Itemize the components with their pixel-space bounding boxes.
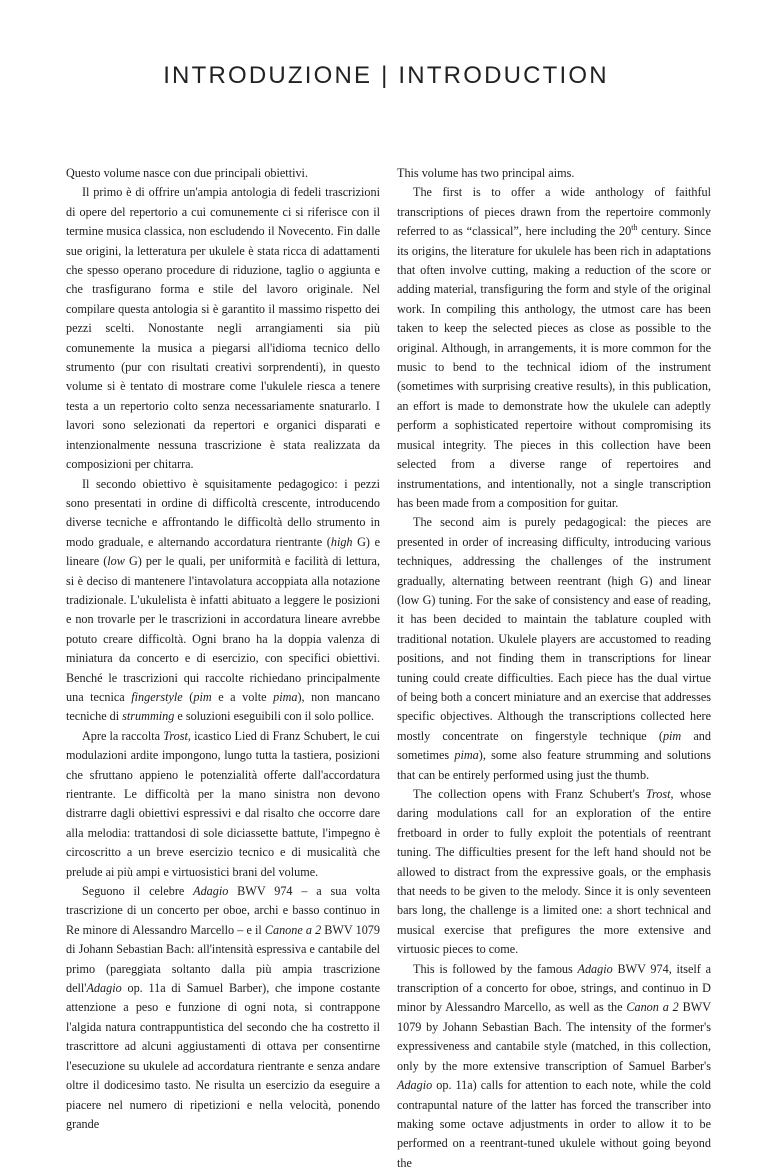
italian-paragraph-2: Il primo è di offrire un'ampia antologia di fedeli trascrizioni di opere del repertorio a cui comunemente ci si riferisce con il termine musica classica, non escludendo il Novecento. Fin dalle sue origini, la letteratura per ukulele è stata ricca di adattamenti che spesso operano procedure di riduzione, taglio o aggiunta e che trasfigurano forma e stile del lavoro originale. Nel compilare questa antologia si è garantito il massimo rispetto dei pezzi scelti. Nonostante negli arrangiamenti sia più comunemente la musica a piegarsi all'idioma tecnico dello strumento (pur con risultati creativi sorprendenti), in questo volume si è tentato di mostrare come l'ukulele riesca a tenere testa a un repertorio colto senza necessariamente snaturarlo. I lavori sono selezionati da repertori e organici disparati e intenzionalmente nessuna trascrizione è stata realizzata da composizioni per chitarra. <box>66 185 380 472</box>
italic-term: Adagio <box>193 884 229 899</box>
italic-term: Adagio <box>397 1078 433 1093</box>
italic-term: strumming <box>122 709 175 724</box>
text-run: Il secondo obiettivo è squisitamente pedagogico: i pezzi sono presentati in ordine di difficoltà crescente, introducendo diverse tecniche e affrontando le difficoltà dello strumento in modo graduale, e alternando accordatura rientrante ( <box>66 476 380 549</box>
italian-paragraph-5 <box>66 882 380 1134</box>
text-run: BWV 974, itself a transcription of a concerto for oboe, strings, and continuo in D minor by Alessandro Marcello, as well as the <box>397 961 711 1015</box>
text-run: G) per le quali, per uniformità e facilità di lettura, si è deciso di mantenere l'intavolatura accoppiata alla notazione tradizionale. L'ukulelista è infatti abituato a leggere le posizioni e non trovarle per le trascrizioni in accordatura lineare avrebbe potuto creare difficoltà. Ogni brano ha la doppia valenza di miniatura da concerto e di esercizio, con specifici obiettivi. Benché le trascrizioni qui raccolte richiedano principalmente una tecnica <box>66 554 380 704</box>
english-paragraph-5 <box>397 960 711 1173</box>
italian-column <box>66 164 380 1134</box>
english-paragraph-3 <box>397 513 711 785</box>
italic-term: Adagio <box>577 961 613 976</box>
english-paragraph-1: This volume has two principal aims. <box>397 166 575 180</box>
italic-term: pim <box>193 689 212 704</box>
text-run: ), non mancano tecniche di <box>66 689 380 724</box>
text-run: op. 11a) calls for attention to each note, while the cold contrapuntal nature of the latter has forced the transcriber into making some octave adjustments in order to allow it to be performed on a reentrant-tuned ukulele without going beyond the <box>397 1078 711 1170</box>
text-run: and sometimes <box>397 728 711 763</box>
text-run: ), some also feature strumming and solutions that can be entirely performed using just the thumb. <box>397 748 711 782</box>
text-run: BWV 974 – a sua volta trascrizione di un concerto per oboe, archi e basso continuo in Re minore di Alessandro Marcello – e il <box>66 884 380 937</box>
text-run: ( <box>182 689 194 704</box>
italian-paragraph-3 <box>66 475 380 727</box>
text-run: The collection opens with Franz Schubert's <box>413 787 646 801</box>
italic-term: fingerstyle <box>131 689 183 704</box>
text-run: , icastico Lied di Franz Schubert, le cui modulazioni ardite impongono, lungo tutta la tastiera, posizioni che sfruttano appieno le potenzialità offerte dall'accordatura rientrante. Le difficoltà per la mano sinistra non devono distrarre dagli obiettivi espressivi e dal risalto che occorre dare alla melodia: trattandosi di sole diciassette battute, l'impegno è circoscritto a un breve esercizio tecnico e di musicalità che prelude ai più ampi e virtuosistici brani del volume. <box>66 728 380 879</box>
italic-term: Trost <box>163 728 188 743</box>
english-paragraph-4 <box>397 785 711 960</box>
italic-term: Trost <box>645 787 671 801</box>
italic-term: low <box>107 554 125 569</box>
italic-term: Canon a 2 <box>626 1000 679 1015</box>
text-run: Apre la raccolta <box>82 728 164 743</box>
italic-term: high <box>330 534 353 549</box>
italic-term: pima <box>454 748 479 763</box>
text-run: e a volte <box>211 689 274 704</box>
text-run: century. Since its origins, the literature for ukulele has been rich in adaptations that often involve cutting, making a reduction of the score or adding material, transfiguring the form and style of the original work. In compiling this anthology, the utmost care has been taken to keep the selected pieces as close as possible to the original. Although, in arrangements, it is more common for the music to bend to the technical idiom of the instrument (sometimes with surprising creative results), in this publication, an effort is made to demonstrate how the ukulele can adeptly perform a sophisticated repertoire without compromising its musical integrity. The pieces in this collection have been selected from a diverse range of repertoires and instrumentations, and intentionally, not a single transcription has been made from a composition for guitar. <box>397 224 711 510</box>
superscript: th <box>631 223 638 233</box>
italic-term: pim <box>662 728 682 743</box>
text-run: The second aim is purely pedagogical: the pieces are presented in order of increasing difficulty, introducing various techniques, addressing the challenges of the instrument gradually, alternating between reentrant (high G) and linear (low G) tuning. For the sake of consistency and ease of reading, it has been decided to maintain the tablature coupled with traditional notation. Ukulele players are accustomed to reading positions, and not finding them in transcriptions for linear tuning could create difficulties. Each piece has the dual virtue of being both a concert miniature and an exercise that addresses specific objectives. Although the transcriptions collected here mostly concentrate on fingerstyle technique ( <box>397 515 711 743</box>
italian-paragraph-1: Questo volume nasce con due principali obiettivi. <box>66 166 308 180</box>
italic-term: pima <box>273 689 298 704</box>
page-title: INTRODUZIONE | INTRODUCTION <box>163 62 609 89</box>
text-run: BWV 1079 by Johann Sebastian Bach. The intensity of the former's expressiveness and cantabile style (matched, in this collection, only by the more extensive transcription of Samuel Barber's <box>397 1000 712 1073</box>
text-run: G) e lineare ( <box>66 534 380 569</box>
text-run: BWV 1079 di Johann Sebastian Bach: all'intensità espressiva e cantabile del primo (pareggiata soltanto dalla più ampia trascrizione dell' <box>66 922 380 996</box>
english-column <box>397 164 711 1173</box>
text-run: e soluzioni eseguibili con il solo pollice. <box>174 709 375 724</box>
text-run: , whose daring modulations call for an exploration of the entire fretboard in order to fully exploit the potentials of reentrant tuning. The difficulties present for the left hand should not be allowed to distract from the expressive goals, or the emphasis that needs to be given to the melody. Since it is only seventeen bars long, the challenge is a limited one: a short technical and musical exercise that prefigures the more extensive and virtuosic pieces to come. <box>397 787 711 957</box>
text-run: This is followed by the famous <box>413 961 578 976</box>
italian-paragraph-4 <box>66 727 380 882</box>
english-paragraph-2 <box>397 183 711 513</box>
text-run: op. 11a di Samuel Barber), che impone costante attenzione a peso e funzione di ogni nota, si contrappone l'algida natura contrappuntistica del secondo che ha costretto il trascrittore ad alcuni aggiustamenti di ottava per consentirne l'esecuzione su ukulele ad accordatura rientrante e senza andare oltre il dodicesimo tasto. Ne risulta un esercizio da eseguire a piacere nel numero di ripetizioni e nella velocità, ponendo grande <box>66 981 380 1131</box>
text-run: The first is to offer a wide anthology of faithful transcriptions of pieces drawn from the repertoire commonly referred to as “classical”, here including the 20 <box>397 185 711 239</box>
text-run: Seguono il celebre <box>82 884 194 899</box>
italic-term: Canone a 2 <box>264 922 322 937</box>
italic-term: Adagio <box>86 981 122 996</box>
